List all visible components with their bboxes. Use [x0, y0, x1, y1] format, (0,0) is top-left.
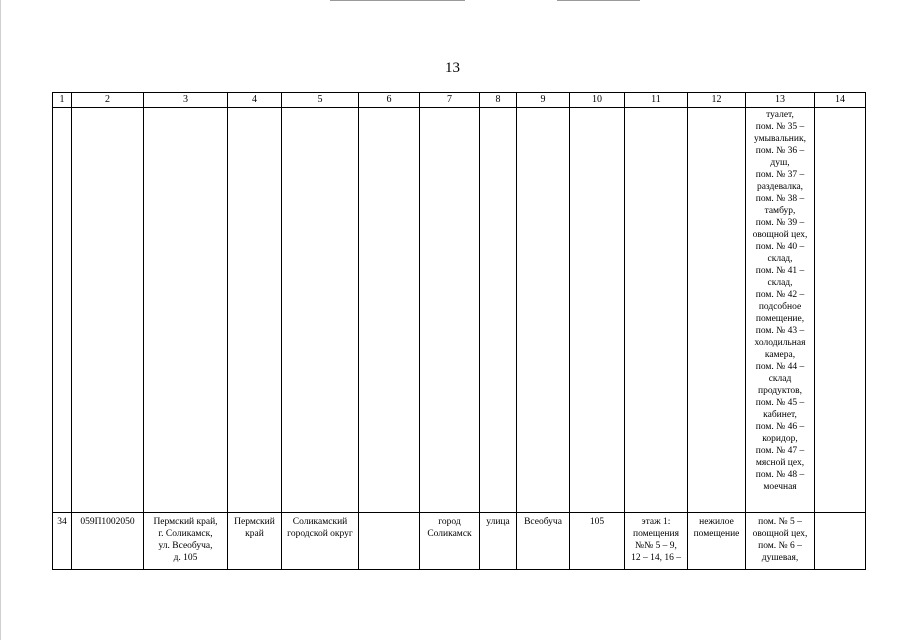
table-cell [815, 513, 866, 570]
room-line: пом. № 46 – [755, 422, 805, 432]
room-line: тамбур, [764, 206, 796, 216]
room-line: душевая, [761, 553, 799, 563]
room-line: пом. № 6 – [758, 541, 802, 551]
room-line: раздевалка, [756, 182, 804, 192]
room-line: пом. № 41 – [755, 266, 805, 276]
row-number-cell: 34 [53, 513, 72, 570]
room-line: пом. № 42 – [755, 290, 805, 300]
address-line: г. Соликамск, [158, 529, 213, 539]
table-cell [570, 108, 625, 513]
room-line: туалет, [766, 110, 794, 120]
floor-line: №№ 5 – 9, [635, 541, 677, 551]
room-line: камера, [764, 350, 796, 360]
table-cell [359, 513, 420, 570]
table-cell [282, 108, 359, 513]
room-line: пом. № 37 – [755, 170, 805, 180]
room-line: умывальник, [754, 134, 806, 144]
room-line: пом. № 39 – [755, 218, 805, 228]
column-number: 2 [72, 93, 144, 108]
municipality-line: Соликамский [292, 517, 348, 527]
column-number: 5 [282, 93, 359, 108]
rooms-list-cell [746, 108, 815, 513]
address-cell [144, 513, 228, 570]
room-line: пом. № 35 – [755, 122, 805, 132]
room-line: пом. № 45 – [755, 398, 805, 408]
room-line: пом. № 43 – [755, 326, 805, 336]
floor-line: этаж 1: [641, 517, 671, 527]
street-name-cell: Всеобуча [517, 513, 570, 570]
table-cell [688, 108, 746, 513]
column-number: 14 [815, 93, 866, 108]
room-line: склад [768, 374, 792, 384]
municipality-line: городской округ [287, 529, 353, 539]
room-line: пом. № 40 – [755, 242, 805, 252]
house-number-cell: 105 [570, 513, 625, 570]
column-number: 4 [228, 93, 282, 108]
address-line: ул. Всеобуча, [158, 541, 213, 551]
column-number: 13 [746, 93, 815, 108]
region-cell [228, 513, 282, 570]
room-line: помещение, [755, 314, 805, 324]
floor-line: помещения [633, 529, 679, 539]
table-cell [815, 108, 866, 513]
column-number: 7 [420, 93, 480, 108]
register-table [52, 92, 866, 570]
room-line: мясной цех, [755, 458, 805, 468]
table-cell [144, 108, 228, 513]
scan-left-edge [0, 0, 1, 640]
room-line: овощной цех, [752, 230, 808, 240]
room-line: продуктов, [757, 386, 803, 396]
room-line: склад, [767, 254, 793, 264]
room-line: моечная [763, 482, 797, 492]
table-cell [517, 108, 570, 513]
room-line: коридор, [762, 434, 798, 444]
room-line: подсобное [758, 302, 802, 312]
address-line: д. 105 [173, 553, 198, 563]
column-number: 12 [688, 93, 746, 108]
column-number: 9 [517, 93, 570, 108]
table-cell [72, 108, 144, 513]
room-line: душ, [770, 158, 790, 168]
floor-line: 12 – 14, 16 – [631, 553, 681, 563]
page-number: 13 [445, 60, 460, 76]
scan-artifact-line [557, 0, 640, 1]
premises-type-line: нежилое [699, 517, 734, 527]
object-code-cell: 059П1002050 [72, 513, 144, 570]
table-cell [359, 108, 420, 513]
room-line: пом. № 47 – [755, 446, 805, 456]
column-number-row [53, 93, 866, 108]
column-number: 1 [53, 93, 72, 108]
municipality-cell [282, 513, 359, 570]
room-line: овощной цех, [752, 529, 808, 539]
table-cell [480, 108, 517, 513]
premises-type-cell [688, 513, 746, 570]
address-line: Пермский край, [153, 517, 218, 527]
room-line: пом. № 44 – [755, 362, 805, 372]
column-number: 11 [625, 93, 688, 108]
scan-artifact-line [330, 0, 465, 1]
street-type-cell: улица [480, 513, 517, 570]
table-cell [420, 108, 480, 513]
room-line: пом. № 38 – [755, 194, 805, 204]
column-number: 3 [144, 93, 228, 108]
region-line: край [245, 529, 264, 539]
continuation-row [53, 108, 866, 513]
room-line: пом. № 36 – [755, 146, 805, 156]
settlement-cell [420, 513, 480, 570]
table-cell [53, 108, 72, 513]
column-number: 10 [570, 93, 625, 108]
table-row-34 [53, 513, 866, 570]
column-number: 8 [480, 93, 517, 108]
room-line: кабинет, [763, 410, 797, 420]
table-cell [625, 108, 688, 513]
region-line: Пермский [234, 517, 275, 527]
settlement-line: Соликамск [427, 529, 472, 539]
floor-premises-cell [625, 513, 688, 570]
room-line: холодильная [754, 338, 806, 348]
room-line: склад, [767, 278, 793, 288]
room-line: пом. № 48 – [755, 470, 805, 480]
settlement-line: город [438, 517, 461, 527]
premises-type-line: помещение [693, 529, 740, 539]
table-cell [228, 108, 282, 513]
rooms-cell [746, 513, 815, 570]
room-line: пом. № 5 – [758, 517, 802, 527]
column-number: 6 [359, 93, 420, 108]
